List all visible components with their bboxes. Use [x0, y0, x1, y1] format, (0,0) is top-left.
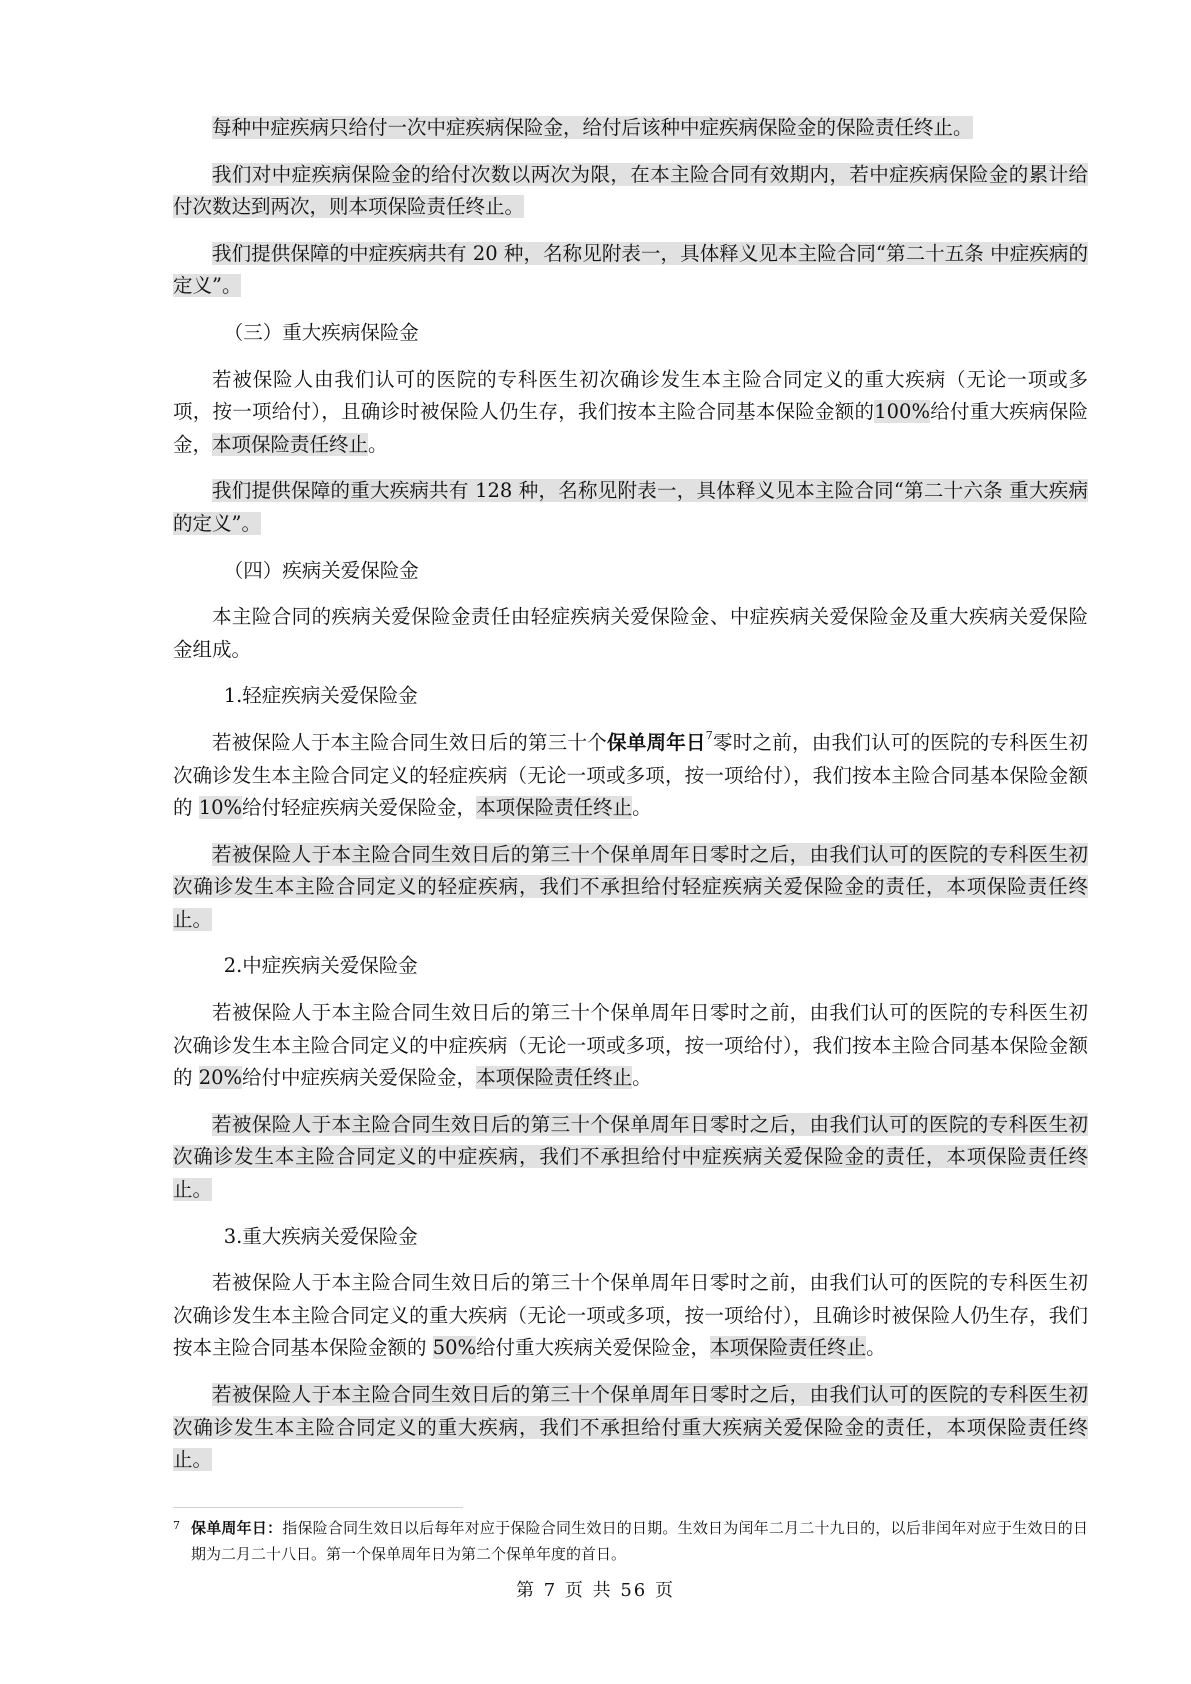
- highlighted-text: 本项保险责任终止: [476, 796, 633, 820]
- paragraph-text: 。: [632, 1066, 652, 1090]
- paragraph-text: 若被保险人于本主险合同生效日后的第三十个: [212, 730, 607, 754]
- paragraph: [173, 112, 1088, 145]
- footnote-text: 指保险合同生效日以后每年对应于保险合同生效日的日期。生效日为闰年二月二十九日的，以后非闰年对应于生效日的日期为二月二十八日。第一个保单周年日为第二个保单年度的首日。: [191, 1519, 1088, 1563]
- subsection-heading: 3.重大疾病关爱保险金: [223, 1224, 418, 1248]
- highlighted-text: 20%: [198, 1066, 243, 1090]
- highlighted-text: 我们对中症疾病保险金的给付次数以两次为限，在本主险合同有效期内，若中症疾病保险金的累计给付次数达到两次，则本项保险责任终止。: [173, 162, 1088, 219]
- paragraph: [173, 839, 1088, 937]
- highlighted-text: 若被保险人于本主险合同生效日后的第三十个保单周年日零时之后，由我们认可的医院的专科医生初次确诊发生本主险合同定义的重大疾病，我们不承担给付重大疾病关爱保险金的责任，本项保险责任终止。: [173, 1383, 1088, 1472]
- page-number: 第 7 页 共 56 页: [516, 1580, 675, 1601]
- paragraph: [173, 997, 1088, 1095]
- paragraph: [173, 1109, 1088, 1207]
- highlighted-text: 10%: [198, 796, 243, 820]
- paragraph: [173, 727, 1088, 825]
- footnote-ref[interactable]: 7: [705, 728, 713, 742]
- paragraph-text: 零时之前，由我们认可的医院的专科医生初次确诊发生本主险合同定义的轻症疾病（无论一项或多项，按一项给付），我们按本主险合同基本保险金额的: [173, 730, 1088, 820]
- highlighted-text: 本项保险责任终止: [710, 1336, 867, 1360]
- paragraph: [173, 364, 1088, 462]
- highlighted-text: 50%: [432, 1336, 477, 1360]
- paragraph: 本主险合同的疾病关爱保险金责任由轻症疾病关爱保险金、中症疾病关爱保险金及重大疾病关爱保险金组成。: [173, 605, 1088, 661]
- subsection-heading: 2.中症疾病关爱保险金: [223, 954, 418, 978]
- paragraph: [173, 159, 1088, 224]
- highlighted-text: 100%: [874, 400, 930, 424]
- paragraph: [173, 475, 1088, 540]
- section-heading: （四）疾病关爱保险金: [223, 558, 419, 582]
- paragraph: [173, 1379, 1088, 1477]
- paragraph-text: 给付重大疾病保险金，: [173, 400, 1088, 456]
- highlighted-text: 我们提供保障的重大疾病共有 128 种，名称见附表一，具体释义见本主险合同“第二十六条 重大疾病的定义”。: [173, 479, 1088, 535]
- paragraph-text: 。: [368, 432, 388, 456]
- paragraph-text: 。: [632, 796, 652, 820]
- paragraph-text: 若被保险人于本主险合同生效日后的第三十个保单周年日零时之前，由我们认可的医院的专科医生初次确诊发生本主险合同定义的中症疾病（无论一项或多项，按一项给付），我们按本主险合同基本保险金额的: [173, 1001, 1088, 1090]
- highlighted-text: 每种中症疾病只给付一次中症疾病保险金，给付后该种中症疾病保险金的保险责任终止。: [212, 116, 973, 139]
- paragraph-text: 。: [866, 1336, 886, 1360]
- paragraph: [173, 1267, 1088, 1365]
- paragraph: [173, 238, 1088, 303]
- paragraph-text: 若被保险人于本主险合同生效日后的第三十个保单周年日零时之前，由我们认可的医院的专科医生初次确诊发生本主险合同定义的重大疾病（无论一项或多项，按一项给付），且确诊时被保险人仍生存，我们按本主险合同基本保险金额的: [173, 1271, 1088, 1360]
- footnote-term: 保单周年日：: [191, 1519, 283, 1537]
- paragraph-text: 给付重大疾病关爱保险金，: [476, 1336, 711, 1360]
- paragraph-text: 给付轻症疾病关爱保险金，: [242, 796, 477, 820]
- highlighted-text: 若被保险人于本主险合同生效日后的第三十个保单周年日零时之后，由我们认可的医院的专科医生初次确诊发生本主险合同定义的轻症疾病，我们不承担给付轻症疾病关爱保险金的责任，本项保险责任终止。: [173, 842, 1088, 931]
- highlighted-text: 本项保险责任终止: [212, 432, 369, 456]
- body-text: [173, 112, 1088, 1491]
- section-heading: （三）重大疾病保险金: [223, 320, 419, 344]
- highlighted-text: 若被保险人于本主险合同生效日后的第三十个保单周年日零时之后，由我们认可的医院的专科医生初次确诊发生本主险合同定义的中症疾病，我们不承担给付中症疾病关爱保险金的责任，本项保险责任终止。: [173, 1112, 1088, 1202]
- highlighted-text: 本项保险责任终止: [476, 1066, 633, 1090]
- subsection-heading: 1.轻症疾病关爱保险金: [223, 684, 418, 708]
- highlighted-text: 我们提供保障的中症疾病共有 20 种，名称见附表一，具体释义见本主险合同“第二十五条 中症疾病的定义”。: [173, 241, 1088, 298]
- paragraph-text: 给付中症疾病关爱保险金，: [242, 1066, 477, 1090]
- footnote: [173, 1515, 1088, 1567]
- defined-term: 保单周年日: [606, 730, 706, 754]
- paragraph-text: 若被保险人由我们认可的医院的专科医生初次确诊发生本主险合同定义的重大疾病（无论一项或多项，按一项给付），且确诊时被保险人仍生存，我们按本主险合同基本保险金额的: [173, 367, 1088, 424]
- footnote-number: 7: [173, 1519, 180, 1532]
- footnote-divider: [173, 1507, 463, 1508]
